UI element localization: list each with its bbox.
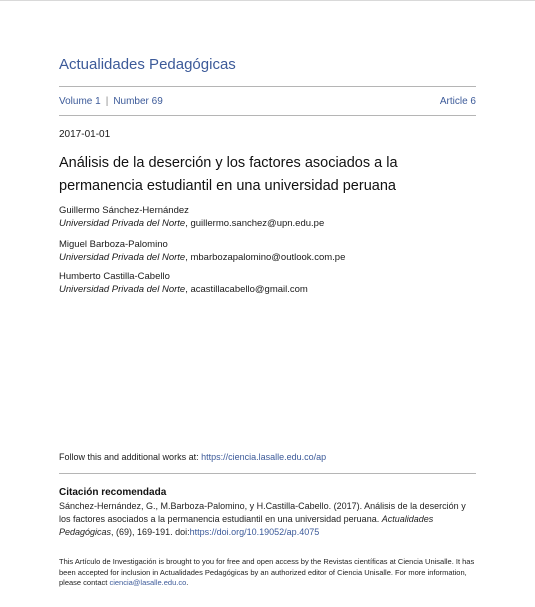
citation-text xyxy=(59,500,477,539)
follow-link[interactable]: https://ciencia.lasalle.edu.co/ap xyxy=(201,452,327,462)
citation-after: , (69), 169-191. doi: xyxy=(111,527,190,537)
journal-title[interactable]: Actualidades Pedagógicas xyxy=(59,56,236,73)
citation-divider xyxy=(59,473,476,474)
follow-text: Follow this and additional works at: xyxy=(59,452,202,462)
volume-line xyxy=(59,96,476,107)
author-email: , mbarbozapalomino@outlook.com.pe xyxy=(185,252,346,263)
author-email: , acastillacabello@gmail.com xyxy=(185,284,308,295)
author-block xyxy=(59,238,345,264)
article-link[interactable]: Article 6 xyxy=(439,96,476,107)
citation-journal: Actualidades Pedagógicas xyxy=(59,514,434,537)
author-name: Humberto Castilla-Cabello xyxy=(59,271,170,282)
bottom-divider xyxy=(59,115,476,116)
contact-email-link[interactable]: ciencia@lasalle.edu.co xyxy=(109,578,187,587)
follow-line xyxy=(59,452,326,462)
number-link[interactable]: Number 69 xyxy=(113,96,163,107)
citation-before: Sánchez-Hernández, G., M.Barboza-Palomino, y H.Castilla-Cabello. (2017). Análisis de la deserción y los factores asociados a la permanencia estudiantil en una universidad peruana. xyxy=(59,501,466,524)
author-affiliation: Universidad Privada del Norte xyxy=(59,218,186,229)
author-email: , guillermo.sanchez@upn.edu.pe xyxy=(185,218,325,229)
doi-link[interactable]: https://doi.org/10.19052/ap.4075 xyxy=(189,527,320,537)
access-notice xyxy=(59,557,479,589)
notice-text: This Artículo de Investigación is brought to you for free and open access by the Revistas científicas at Ciencia Unisalle. It has been accepted for inclusion in Actualidades Pedagógicas by an authorized editor of Ciencia Unisalle. For more information, please contact xyxy=(59,557,475,587)
author-name: Guillermo Sánchez-Hernández xyxy=(59,205,189,216)
author-affiliation: Universidad Privada del Norte xyxy=(59,252,186,263)
separator: | xyxy=(105,96,109,107)
top-divider xyxy=(59,86,476,87)
author-block xyxy=(59,204,324,230)
author-name: Miguel Barboza-Palomino xyxy=(59,239,168,250)
publication-date: 2017-01-01 xyxy=(59,129,111,140)
volume-link[interactable]: Volume 1 xyxy=(59,96,101,107)
author-block xyxy=(59,270,308,296)
author-affiliation: Universidad Privada del Norte xyxy=(59,284,186,295)
paper-title: Análisis de la deserción y los factores asociados a la permanencia estudiantil en una universidad peruana xyxy=(59,155,398,194)
notice-end: . xyxy=(186,578,189,587)
citation-heading: Citación recomendada xyxy=(59,487,167,498)
